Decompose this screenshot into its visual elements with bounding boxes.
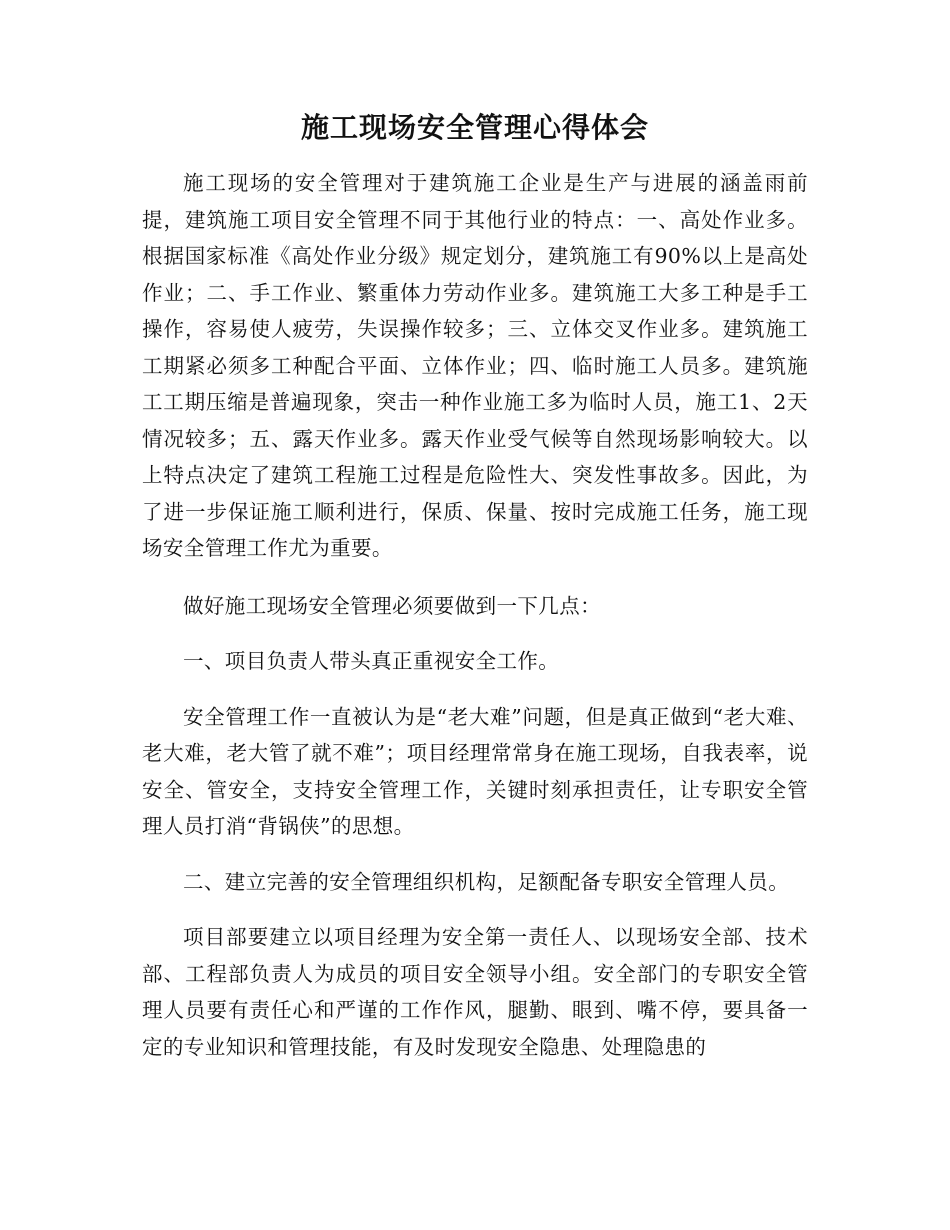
- paragraph-point-two: 项目部要建立以项目经理为安全第一责任人、以现场安全部、技术部、工程部负责人为成员的项目安全领导小组。安全部门的专职安全管理人员要有责任心和严谨的工作作风，腿勤、眼到、嘴不停，要具备一定的专业知识和管理技能，有及时发现安全隐患、处理隐患的: [142, 925, 808, 1059]
- paragraph-intro: 施工现场的安全管理对于建筑施工企业是生产与进展的涵盖雨前提，建筑施工项目安全管理不同于其他行业的特点：一、高处作业多。根据国家标准《高处作业分级》规定划分，建筑施工有90%以上是高处作业；二、手工作业、繁重体力劳动作业多。建筑施工大多工种是手工操作，容易使人疲劳，失误操作较多；三、立体交叉作业多。建筑施工工期紧必须多工种配合平面、立体作业；四、临时施工人员多。建筑施工工期压缩是普遍现象，突击一种作业施工多为临时人员，施工1、2天情况较多；五、露天作业多。露天作业受气候等自然现场影响较大。以上特点决定了建筑工程施工过程是危险性大、突发性事故多。因此，为了进一步保证施工顺利进行，保质、保量、按时完成施工任务，施工现场安全管理工作尤为重要。: [142, 171, 808, 560]
- document-title: 施工现场安全管理心得体会: [300, 111, 649, 144]
- heading-point-one: 一、项目负责人带头真正重视安全工作。: [183, 649, 560, 673]
- document-page: [142, 108, 808, 1084]
- heading-point-two: 二、建立完善的安全管理组织机构，足额配备专职安全管理人员。: [183, 869, 790, 894]
- paragraph-point-one: 安全管理工作一直被认为是“老大难”问题，但是真正做到“老大难、老大难，老大管了就不难”；项目经理常常身在施工现场，自我表率，说安全、管安全，支持安全管理工作，关键时刻承担责任，让专职安全管理人员打消“背锅侠”的思想。: [142, 704, 808, 838]
- paragraph-points-lead: 做好施工现场安全管理必须要做到一下几点：: [183, 593, 601, 618]
